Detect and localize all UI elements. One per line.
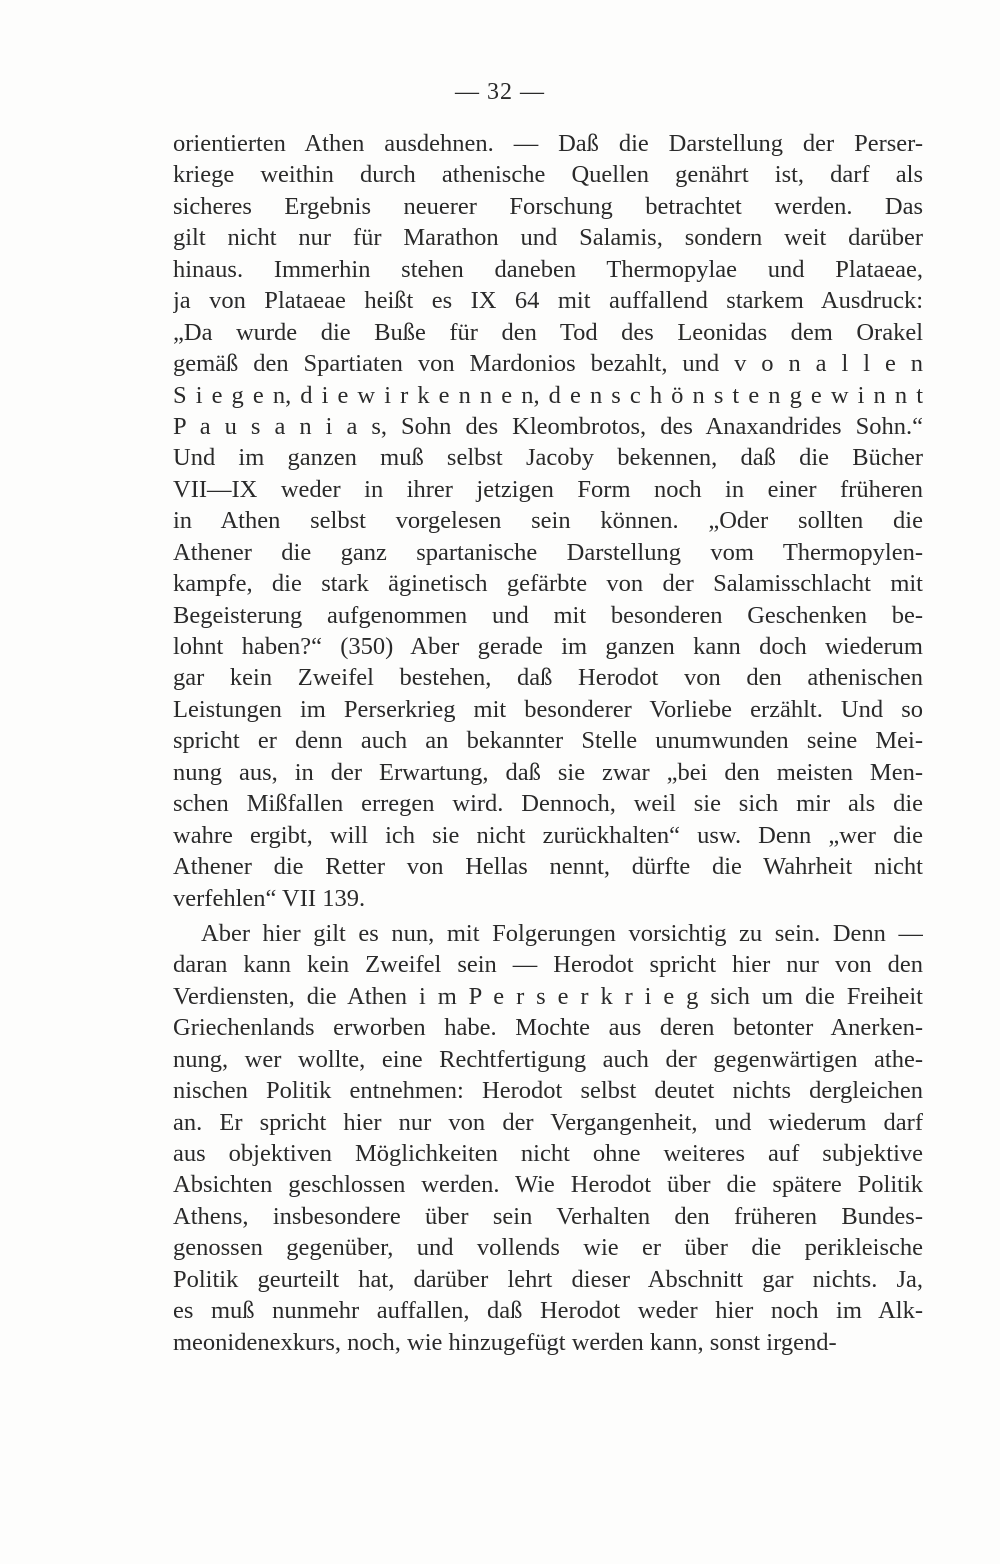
text-line: P a u s a n i a s, Sohn des Kleombrotos, des Anaxandrides Sohn.“ xyxy=(173,412,923,440)
text-line: S i e g e n, d i e w i r k e n n e n, d e n s c h ö n s t e n g e w i n n t xyxy=(173,381,923,409)
text-line: sicheres Ergebnis neuerer Forschung betrachtet werden. Das xyxy=(173,192,923,220)
paragraph xyxy=(173,128,923,914)
text-line: in Athen selbst vorgelesen sein können. „Oder sollten die xyxy=(173,507,923,535)
text-line: Griechenlands erworben habe. Mochte aus deren betonter Anerken- xyxy=(173,1014,923,1042)
paragraph xyxy=(173,918,923,1358)
text-line: spricht er denn auch an bekannter Stelle unumwunden seine Mei- xyxy=(173,727,923,755)
text-line: Begeisterung aufgenommen und mit besonderen Geschenken be- xyxy=(173,601,923,629)
text-line: kriege weithin durch athenische Quellen genährt ist, darf als xyxy=(173,161,923,189)
text-line: hinaus. Immerhin stehen daneben Thermopylae und Plataeae, xyxy=(173,255,923,283)
text-line: Athener die Retter von Hellas nennt, dürfte die Wahrheit nicht xyxy=(173,853,923,881)
page-number: — 32 — xyxy=(455,79,545,105)
text-line: nung, wer wollte, eine Rechtfertigung auch der gegenwärtigen athe- xyxy=(173,1045,923,1073)
text-line: genossen gegenüber, und vollends wie er über die perikleische xyxy=(173,1234,923,1262)
text-line: Verdiensten, die Athen i m P e r s e r k r i e g sich um die Freiheit xyxy=(173,982,923,1010)
text-line: orientierten Athen ausdehnen. — Daß die Darstellung der Perser- xyxy=(173,130,923,157)
text-line: aus objektiven Möglichkeiten nicht ohne weiteres auf subjektive xyxy=(173,1140,923,1167)
text-line: „Da wurde die Buße für den Tod des Leonidas dem Orakel xyxy=(173,318,923,346)
text-line: Athens, insbesondere über sein Verhalten den früheren Bundes- xyxy=(173,1202,923,1230)
text-line: kampfe, die stark äginetisch gefärbte von der Salamisschlacht mit xyxy=(173,570,923,598)
text-line: ja von Plataeae heißt es IX 64 mit auffallend starkem Ausdruck: xyxy=(173,287,923,315)
text-line: gemäß den Spartiaten von Mardonios bezahlt, und v o n a l l e n xyxy=(173,350,923,378)
text-line: an. Er spricht hier nur von der Vergangenheit, und wiederum darf xyxy=(173,1108,923,1136)
text-line: gar kein Zweifel bestehen, daß Herodot von den athenischen xyxy=(173,664,923,692)
text-line: Leistungen im Perserkrieg mit besonderer Vorliebe erzählt. Und so xyxy=(173,695,923,723)
text-line: Absichten geschlossen werden. Wie Herodot über die spätere Politik xyxy=(173,1171,923,1199)
text-line: schen Mißfallen erregen wird. Dennoch, weil sie sich mir als die xyxy=(173,790,923,818)
text-line: Und im ganzen muß selbst Jacoby bekennen, daß die Bücher xyxy=(173,444,923,472)
text-line: verfehlen“ VII 139. xyxy=(173,884,366,912)
text-line: daran kann kein Zweifel sein — Herodot spricht hier nur von den xyxy=(173,951,923,979)
text-line: wahre ergibt, will ich sie nicht zurückhalten“ usw. Denn „wer die xyxy=(173,821,923,849)
text-line: gilt nicht nur für Marathon und Salamis, sondern weit darüber xyxy=(173,224,923,252)
text-line: VII—IX weder in ihrer jetzigen Form noch in einer früheren xyxy=(173,475,923,503)
text-line: meonidenexkurs, noch, wie hinzugefügt werden kann, sonst irgend- xyxy=(173,1328,837,1356)
text-line: Athener die ganz spartanische Darstellung vom Thermopylen- xyxy=(173,538,923,566)
text-line: Aber hier gilt es nun, mit Folgerungen vorsichtig zu sein. Denn — xyxy=(201,919,923,947)
text-line: nischen Politik entnehmen: Herodot selbst deutet nichts dergleichen xyxy=(173,1077,923,1105)
body-text xyxy=(173,128,923,1358)
text-line: lohnt haben?“ (350) Aber gerade im ganzen kann doch wiederum xyxy=(173,633,923,660)
text-line: nung aus, in der Erwartung, daß sie zwar „bei den meisten Men- xyxy=(173,758,923,786)
text-line: Politik geurteilt hat, darüber lehrt dieser Abschnitt gar nichts. Ja, xyxy=(173,1265,923,1293)
text-line: es muß nunmehr auffallen, daß Herodot weder hier noch im Alk- xyxy=(173,1297,923,1325)
